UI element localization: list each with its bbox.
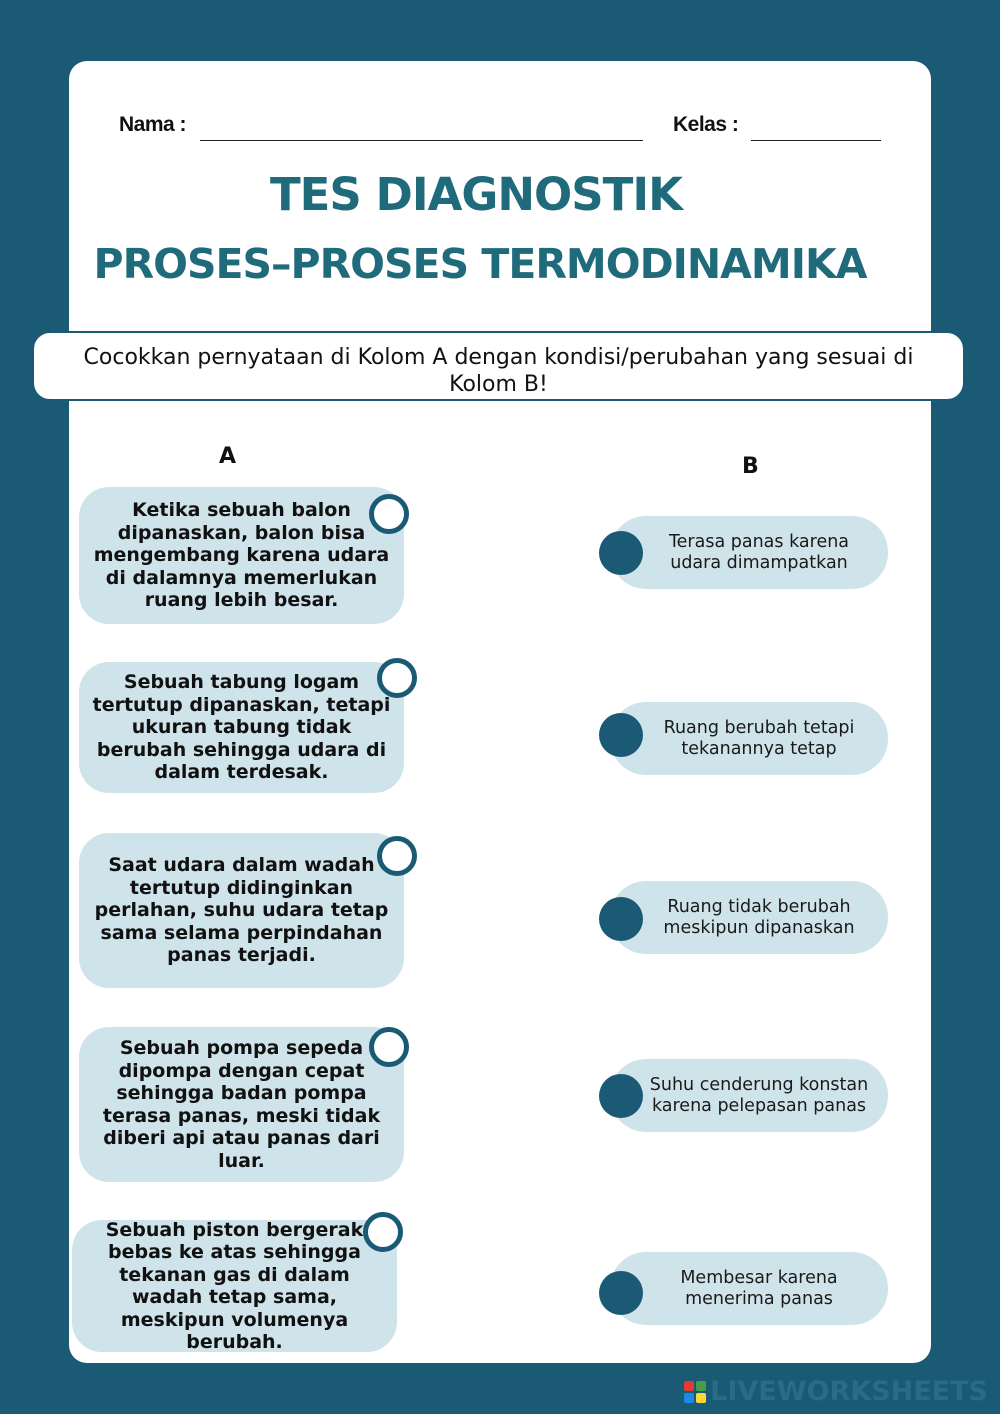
statement-text: Sebuah piston bergerak bebas ke atas sehingga tekanan gas di dalam wadah tetap sama, meskipun volumenya berubah. bbox=[105, 1218, 364, 1353]
statement-text: Sebuah pompa sepeda dipompa dengan cepat sehingga badan pompa terasa panas, meski tidak diberi api atau panas dari luar. bbox=[102, 1037, 381, 1172]
statement-card bbox=[79, 662, 404, 793]
page-subtitle: PROSES–PROSES TERMODINAMIKA bbox=[93, 240, 867, 288]
logo-grid-icon bbox=[684, 1381, 706, 1403]
match-target-b5[interactable] bbox=[599, 1271, 643, 1315]
nama-label: Nama : bbox=[119, 113, 187, 136]
statement-card bbox=[79, 833, 404, 988]
condition-card bbox=[610, 516, 888, 589]
liveworksheets-logo bbox=[684, 1376, 988, 1407]
match-handle-a4[interactable] bbox=[369, 1027, 409, 1067]
match-target-b3[interactable] bbox=[599, 897, 643, 941]
match-handle-a5[interactable] bbox=[363, 1212, 403, 1252]
instruction-banner: Cocokkan pernyataan di Kolom A dengan kondisi/perubahan yang sesuai di Kolom B! bbox=[32, 331, 965, 401]
statement-text: Sebuah tabung logam tertutup dipanaskan, tetapi ukuran tabung tidak berubah sehingga udara di dalam terdesak. bbox=[92, 671, 391, 784]
match-target-b4[interactable] bbox=[599, 1074, 643, 1118]
condition-card bbox=[610, 702, 888, 775]
column-a-heading: A bbox=[219, 444, 237, 469]
statement-card bbox=[79, 487, 404, 624]
match-target-b2[interactable] bbox=[599, 713, 643, 757]
match-target-b1[interactable] bbox=[599, 531, 643, 575]
condition-text: Suhu cenderung konstan karena pelepasan panas bbox=[649, 1074, 869, 1116]
match-handle-a1[interactable] bbox=[369, 494, 409, 534]
column-b-heading: B bbox=[742, 454, 759, 479]
page-title: TES DIAGNOSTIK bbox=[269, 168, 682, 221]
statement-text: Ketika sebuah balon dipanaskan, balon bisa mengembang karena udara di dalamnya memerlukan ruang lebih besar. bbox=[93, 499, 390, 612]
condition-text: Membesar karena menerima panas bbox=[680, 1267, 838, 1309]
nama-field[interactable] bbox=[200, 140, 643, 141]
statement-card bbox=[72, 1220, 397, 1352]
match-handle-a2[interactable] bbox=[377, 658, 417, 698]
kelas-label: Kelas : bbox=[673, 113, 739, 136]
statement-text: Saat udara dalam wadah tertutup didinginkan perlahan, suhu udara tetap sama selama perpindahan panas terjadi. bbox=[94, 854, 389, 967]
condition-text: Ruang tidak berubah meskipun dipanaskan bbox=[663, 896, 855, 938]
condition-card bbox=[610, 1252, 888, 1325]
condition-text: Ruang berubah tetapi tekanannya tetap bbox=[663, 717, 855, 759]
statement-card bbox=[79, 1027, 404, 1182]
condition-card bbox=[610, 881, 888, 954]
kelas-field[interactable] bbox=[751, 140, 881, 141]
match-handle-a3[interactable] bbox=[377, 836, 417, 876]
condition-card bbox=[610, 1059, 888, 1132]
logo-text: LIVEWORKSHEETS bbox=[710, 1376, 988, 1407]
condition-text: Terasa panas karena udara dimampatkan bbox=[668, 531, 850, 573]
